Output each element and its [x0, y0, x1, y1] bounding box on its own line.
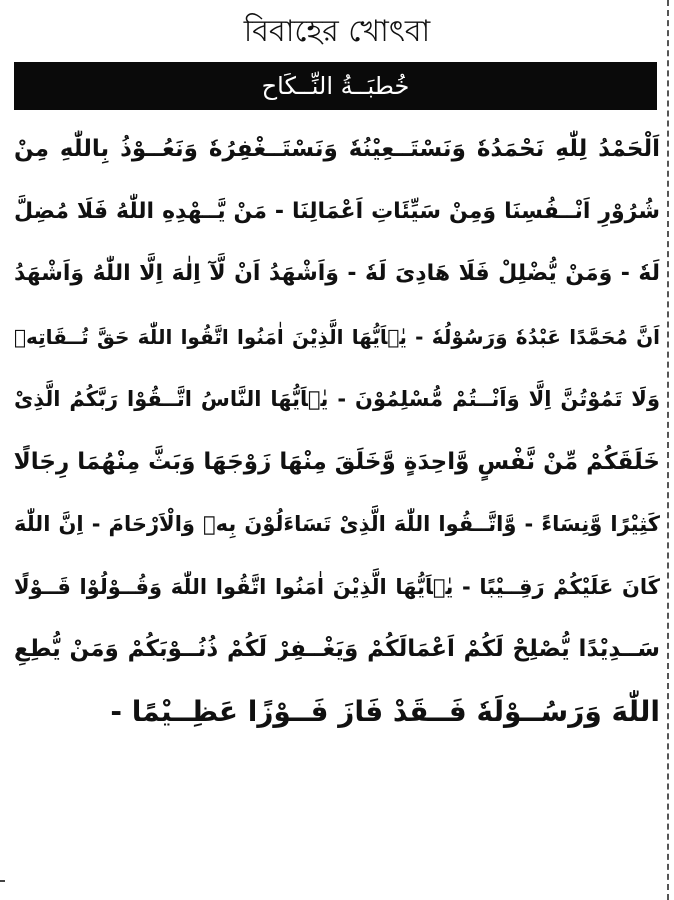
text-line: خَلَقَكُمْ مِّنْ نَّفْسٍ وَّاحِدَةٍ وَّخَلَقَ مِنْهَا زَوْجَهَا وَبَثَّ مِنْهُمَا رِجَالًا — [14, 448, 660, 475]
text-line: اَنَّ مُحَمَّدًا عَبْدُهٗ وَرَسُوْلُهٗ - يٰۤاَيُّهَا الَّذِيْنَ اٰمَنُوا اتَّقُوا اللّٰهَ حَقَّ تُــقَاتِهٖ — [14, 324, 660, 349]
text-line: لَهٗ - وَمَنْ يُّضْلِلْ فَلَا هَادِىَ لَهٗ - وَاَشْهَدُ اَنْ لَّآ اِلٰهَ اِلَّا اللّٰهُ وَاَشْهَدُ — [14, 261, 660, 286]
khutbah-text — [14, 118, 660, 743]
margin-mark — [0, 880, 5, 882]
section-banner — [14, 62, 657, 110]
text-line: كَثِيْرًا وَّنِسَاءً - وَّاتَّــقُوا اللّٰهَ الَّذِىْ تَسَاءَلُوْنَ بِهٖ وَالْاَرْحَامَ - اِنَّ اللّٰهَ — [14, 512, 660, 536]
banner-heading: خُطبَــةُ النِّــكَاح — [261, 72, 410, 100]
text-line-last: اللّٰهَ وَرَسُــوْلَهٗ فَــقَدْ فَازَ فَــوْزًا عَظِــيْمًا - — [110, 694, 660, 728]
text-line: اَلْحَمْدُ لِلّٰهِ نَحْمَدُهٗ وَنَسْتَــعِيْنُهٗ وَنَسْتَــغْفِرُهٗ وَنَعُــوْذُ بِاللّٰهِ مِنْ — [14, 136, 660, 162]
dashed-page-border — [667, 0, 669, 900]
text-line: سَــدِيْدًا يُّصْلِحْ لَكُمْ اَعْمَالَكُمْ وَيَغْــفِرْ لَكُمْ ذُنُــوْبَكُمْ وَمَنْ يُّطِعِ — [14, 636, 660, 662]
page-title: বিবাহের খোৎবা — [243, 14, 431, 49]
text-line: كَانَ عَلَيْكُمْ رَقِــيْبًا - يٰۤاَيُّهَا الَّذِيْنَ اٰمَنُوا اتَّقُوا اللّٰهَ وَقُــوْلُوْا قَــوْلًا — [14, 574, 660, 599]
text-line: شُرُوْرِ اَنْــفُسِنَا وَمِنْ سَيِّئَاتِ اَعْمَالِنَا - مَنْ يَّــهْدِهِ اللّٰهُ فَلَا مُضِلَّ — [14, 198, 660, 224]
text-line: وَلَا تَمُوْتُنَّ اِلَّا وَاَنْــتُمْ مُّسْلِمُوْنَ - يٰۤاَيُّهَا النَّاسُ اتَّــقُوْا رَبَّكُمُ الَّذِىْ — [14, 387, 660, 411]
